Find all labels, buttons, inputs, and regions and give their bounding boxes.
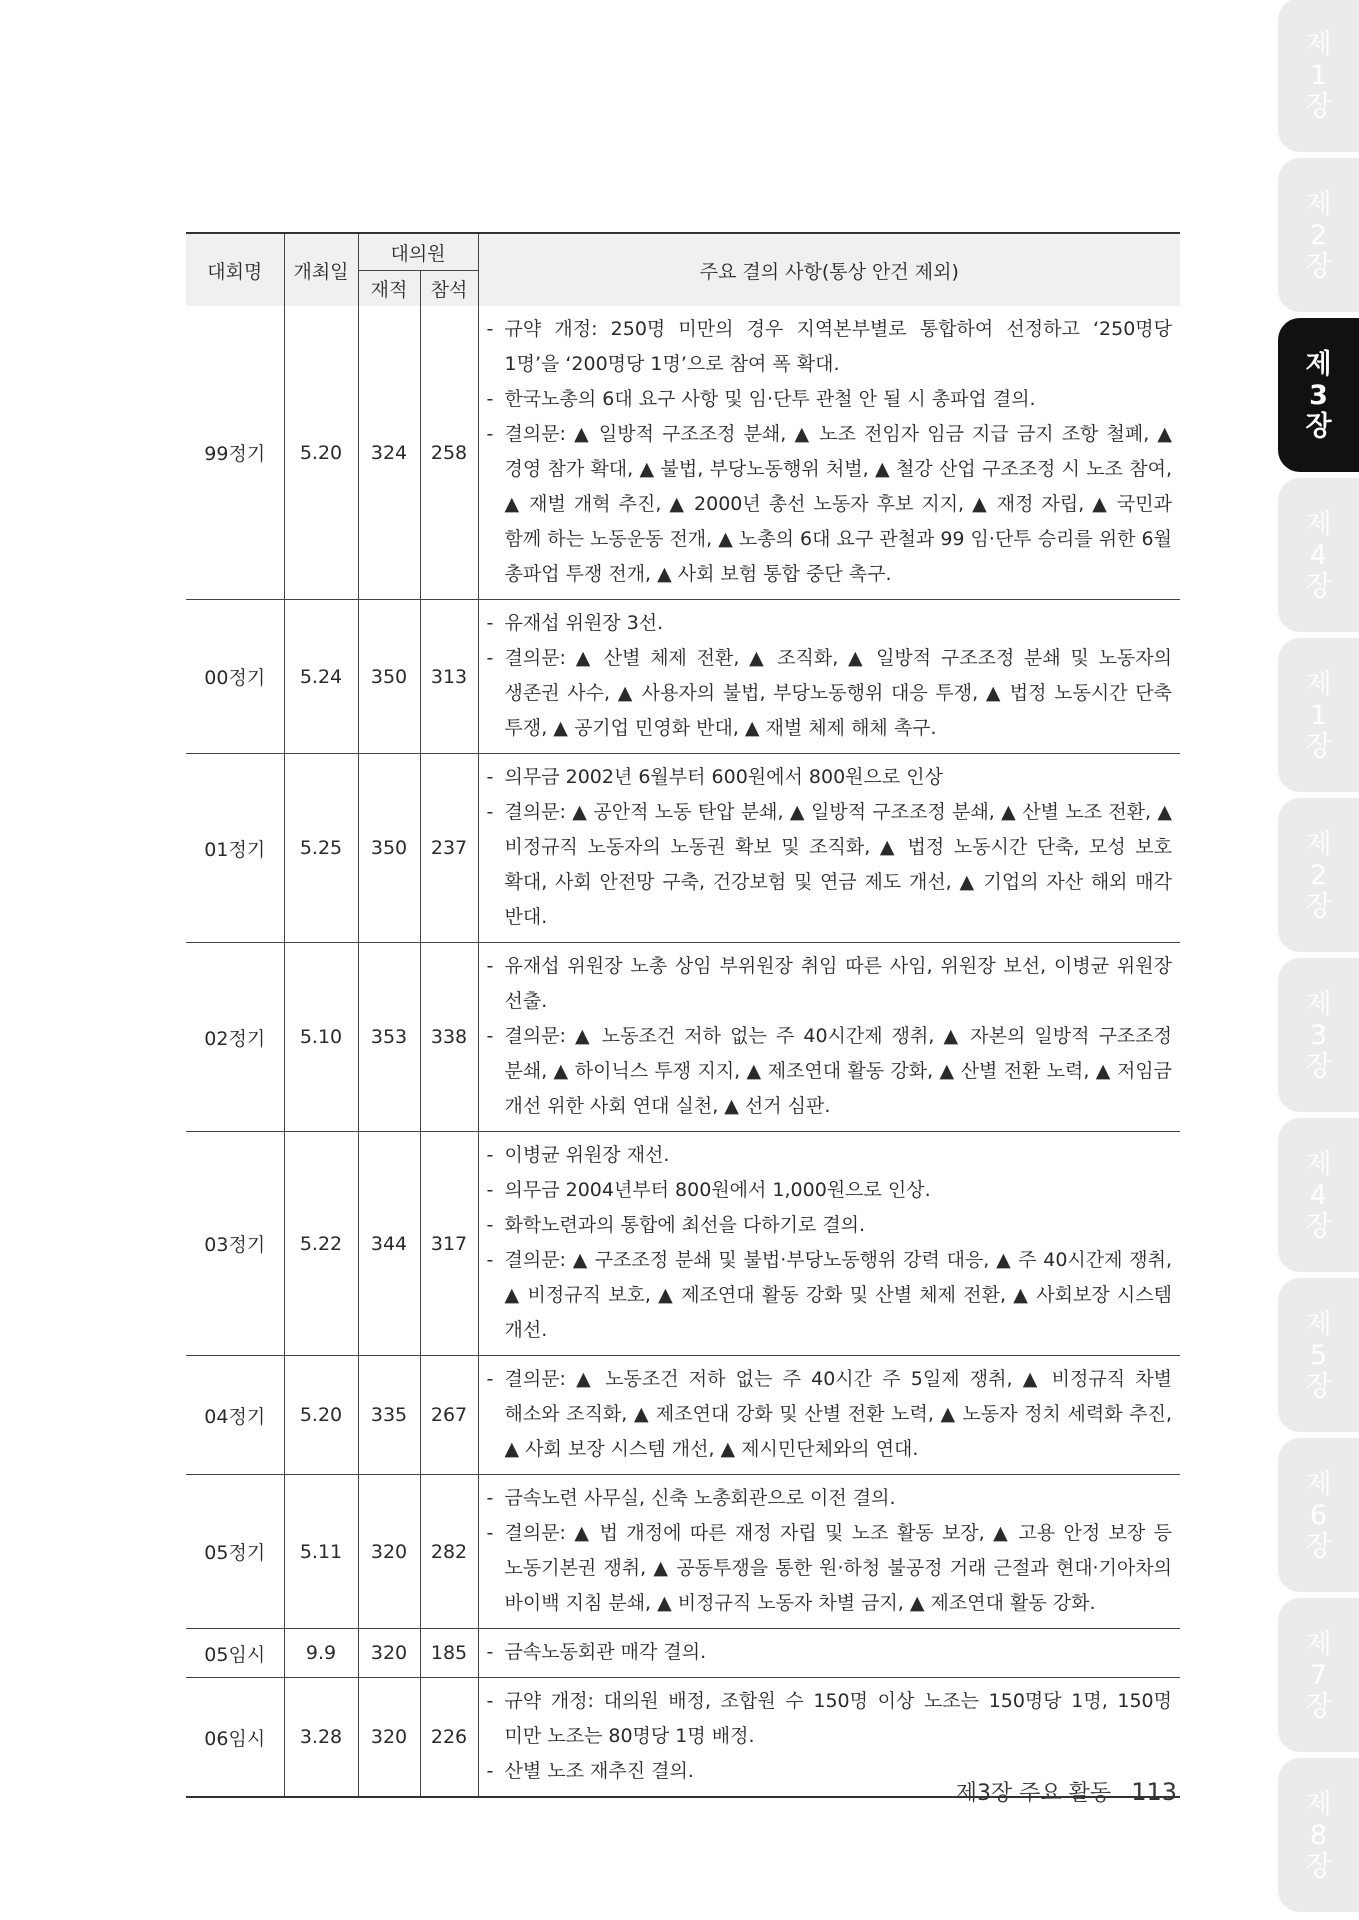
cell-attended: 267 bbox=[420, 1356, 478, 1475]
chapter-tabs bbox=[1278, 0, 1359, 1920]
cell-date: 5.24 bbox=[284, 600, 358, 754]
cell-enrolled: 320 bbox=[358, 1475, 420, 1629]
resolution-item: - 결의문: ▲ 노동조건 저하 없는 주 40시간 주 5일제 쟁취, ▲ 비정규직 차별 해소와 조직화, ▲ 제조연대 강화 및 산별 전환 노력, ▲ 노동자 정치 세력화 추진, ▲ 사회 보장 시스템 개선, ▲ 제시민단체와의 연대. bbox=[487, 1362, 1173, 1467]
footer-section: 제3장 주요 활동 bbox=[955, 1781, 1112, 1806]
chapter-tab-10[interactable]: 제 6 장 bbox=[1278, 1438, 1359, 1592]
cell-resolutions bbox=[478, 1475, 1180, 1629]
chapter-tab-1[interactable]: 제 1 장 bbox=[1278, 0, 1359, 152]
resolution-item: - 결의문: ▲ 공안적 노동 탄압 분쇄, ▲ 일방적 구조조정 분쇄, ▲ 산별 노조 전환, ▲ 비정규직 노동자의 노동권 확보 및 조직화, ▲ 법정 노동시간 단축, 모성 보호 확대, 사회 안전망 구축, 건강보험 및 연금 제도 개선, ▲ 기업의 자산 해외 매각 반대. bbox=[487, 795, 1173, 935]
chapter-tab-5[interactable]: 제 1 장 bbox=[1278, 638, 1359, 792]
table-row bbox=[186, 1475, 1180, 1629]
cell-attended: 317 bbox=[420, 1132, 478, 1356]
cell-resolutions bbox=[478, 1356, 1180, 1475]
cell-date: 5.10 bbox=[284, 943, 358, 1132]
resolution-list bbox=[487, 1138, 1173, 1348]
cell-date: 5.20 bbox=[284, 306, 358, 600]
resolution-item: - 의무금 2004년부터 800원에서 1,000원으로 인상. bbox=[487, 1173, 1173, 1208]
chapter-tab-12[interactable]: 제 8 장 bbox=[1278, 1758, 1359, 1912]
cell-attended: 282 bbox=[420, 1475, 478, 1629]
cell-attended: 338 bbox=[420, 943, 478, 1132]
cell-date: 9.9 bbox=[284, 1629, 358, 1678]
resolution-item: - 금속노련 사무실, 신축 노총회관으로 이전 결의. bbox=[487, 1481, 1173, 1516]
resolution-item: - 금속노동회관 매각 결의. bbox=[487, 1635, 1173, 1670]
resolution-item: - 유재섭 위원장 3선. bbox=[487, 606, 1173, 641]
cell-name: 05정기 bbox=[186, 1475, 284, 1629]
resolution-item: - 결의문: ▲ 산별 체제 전환, ▲ 조직화, ▲ 일방적 구조조정 분쇄 및 노동자의 생존권 사수, ▲ 사용자의 불법, 부당노동행위 대응 투쟁, ▲ 법정 노동시간 단축 투쟁, ▲ 공기업 민영화 반대, ▲ 재벌 체제 해체 촉구. bbox=[487, 641, 1173, 746]
cell-name: 01정기 bbox=[186, 754, 284, 943]
table-row bbox=[186, 1629, 1180, 1678]
header-resolutions: 주요 결의 사항(통상 안건 제외) bbox=[478, 233, 1180, 306]
cell-enrolled: 353 bbox=[358, 943, 420, 1132]
chapter-tab-4[interactable]: 제 4 장 bbox=[1278, 478, 1359, 632]
resolution-item: - 화학노련과의 통합에 최선을 다하기로 결의. bbox=[487, 1208, 1173, 1243]
resolution-item: - 의무금 2002년 6월부터 600원에서 800원으로 인상 bbox=[487, 760, 1173, 795]
cell-enrolled: 350 bbox=[358, 754, 420, 943]
cell-name: 00정기 bbox=[186, 600, 284, 754]
cell-resolutions bbox=[478, 943, 1180, 1132]
chapter-tab-2[interactable]: 제 2 장 bbox=[1278, 158, 1359, 312]
resolution-item: - 이병균 위원장 재선. bbox=[487, 1138, 1173, 1173]
chapter-tab-11[interactable]: 제 7 장 bbox=[1278, 1598, 1359, 1752]
cell-enrolled: 350 bbox=[358, 600, 420, 754]
cell-attended: 237 bbox=[420, 754, 478, 943]
page-number: 113 bbox=[1131, 1778, 1177, 1806]
cell-attended: 185 bbox=[420, 1629, 478, 1678]
resolution-item: - 결의문: ▲ 법 개정에 따른 재정 자립 및 노조 활동 보장, ▲ 고용 안정 보장 등 노동기본권 쟁취, ▲ 공동투쟁을 통한 원·하청 불공정 거래 근절과 현대·기아차의 바이백 지침 분쇄, ▲ 비정규직 노동자 차별 금지, ▲ 제조연대 활동 강화. bbox=[487, 1516, 1173, 1621]
chapter-tab-3[interactable]: 제 3 장 bbox=[1278, 318, 1359, 472]
resolution-list bbox=[487, 312, 1173, 592]
resolution-list bbox=[487, 1684, 1173, 1789]
resolution-list bbox=[487, 1635, 1173, 1670]
header-attended: 참석 bbox=[420, 271, 478, 307]
resolution-item: - 규약 개정: 대의원 배정, 조합원 수 150명 이상 노조는 150명당 1명, 150명 미만 노조는 80명당 1명 배정. bbox=[487, 1684, 1173, 1754]
table-row bbox=[186, 1132, 1180, 1356]
cell-date: 5.11 bbox=[284, 1475, 358, 1629]
table-row bbox=[186, 943, 1180, 1132]
resolution-list bbox=[487, 760, 1173, 935]
cell-name: 03정기 bbox=[186, 1132, 284, 1356]
cell-enrolled: 335 bbox=[358, 1356, 420, 1475]
resolution-item: - 유재섭 위원장 노총 상임 부위원장 취임 따른 사임, 위원장 보선, 이병균 위원장 선출. bbox=[487, 949, 1173, 1019]
cell-date: 3.28 bbox=[284, 1678, 358, 1798]
cell-enrolled: 324 bbox=[358, 306, 420, 600]
cell-name: 99정기 bbox=[186, 306, 284, 600]
cell-name: 04정기 bbox=[186, 1356, 284, 1475]
cell-resolutions bbox=[478, 600, 1180, 754]
cell-attended: 313 bbox=[420, 600, 478, 754]
page-footer bbox=[956, 1776, 1177, 1807]
header-date: 개최일 bbox=[284, 233, 358, 306]
cell-attended: 226 bbox=[420, 1678, 478, 1798]
cell-name: 05임시 bbox=[186, 1629, 284, 1678]
resolution-item: - 결의문: ▲ 구조조정 분쇄 및 불법·부당노동행위 강력 대응, ▲ 주 40시간제 쟁취, ▲ 비정규직 보호, ▲ 제조연대 활동 강화 및 산별 체제 전환, ▲ 사회보장 시스템 개선. bbox=[487, 1243, 1173, 1348]
convention-table bbox=[186, 232, 1180, 1798]
resolution-list bbox=[487, 949, 1173, 1124]
cell-enrolled: 320 bbox=[358, 1678, 420, 1798]
resolution-item: - 규약 개정: 250명 미만의 경우 지역본부별로 통합하여 선정하고 ‘250명당 1명’을 ‘200명당 1명’으로 참여 폭 확대. bbox=[487, 312, 1173, 382]
header-name: 대회명 bbox=[186, 233, 284, 306]
resolution-item: - 한국노총의 6대 요구 사항 및 임·단투 관철 안 될 시 총파업 결의. bbox=[487, 382, 1173, 417]
cell-name: 02정기 bbox=[186, 943, 284, 1132]
header-enrolled: 재적 bbox=[358, 271, 420, 307]
cell-resolutions bbox=[478, 754, 1180, 943]
cell-enrolled: 344 bbox=[358, 1132, 420, 1356]
table-row bbox=[186, 754, 1180, 943]
cell-date: 5.25 bbox=[284, 754, 358, 943]
cell-resolutions bbox=[478, 1132, 1180, 1356]
cell-resolutions bbox=[478, 306, 1180, 600]
cell-attended: 258 bbox=[420, 306, 478, 600]
cell-date: 5.22 bbox=[284, 1132, 358, 1356]
resolution-list bbox=[487, 1481, 1173, 1621]
cell-resolutions bbox=[478, 1629, 1180, 1678]
chapter-tab-6[interactable]: 제 2 장 bbox=[1278, 798, 1359, 952]
table-row bbox=[186, 600, 1180, 754]
cell-enrolled: 320 bbox=[358, 1629, 420, 1678]
cell-date: 5.20 bbox=[284, 1356, 358, 1475]
table-row bbox=[186, 1356, 1180, 1475]
table-row bbox=[186, 306, 1180, 600]
resolution-item: - 산별 노조 재추진 결의. bbox=[487, 1754, 1173, 1789]
table-body bbox=[186, 306, 1180, 1797]
cell-name: 06임시 bbox=[186, 1678, 284, 1798]
resolution-item: - 결의문: ▲ 일방적 구조조정 분쇄, ▲ 노조 전임자 임금 지급 금지 조항 철폐, ▲ 경영 참가 확대, ▲ 불법, 부당노동행위 처벌, ▲ 철강 산업 구조조정 시 노조 참여, ▲ 재벌 개혁 추진, ▲ 2000년 총선 노동자 후보 지지, ▲ 재정 자립, ▲ 국민과 함께 하는 노동운동 전개, ▲ 노총의 6대 요구 관철과 99 임·단투 승리를 위한 6월 총파업 투쟁 전개, ▲ 사회 보험 통합 중단 촉구. bbox=[487, 417, 1173, 592]
chapter-tab-9[interactable]: 제 5 장 bbox=[1278, 1278, 1359, 1432]
resolution-item: - 결의문: ▲ 노동조건 저하 없는 주 40시간제 쟁취, ▲ 자본의 일방적 구조조정 분쇄, ▲ 하이닉스 투쟁 지지, ▲ 제조연대 활동 강화, ▲ 산별 전환 노력, ▲ 저임금 개선 위한 사회 연대 실천, ▲ 선거 심판. bbox=[487, 1019, 1173, 1124]
resolution-list bbox=[487, 1362, 1173, 1467]
resolution-list bbox=[487, 606, 1173, 746]
chapter-tab-8[interactable]: 제 4 장 bbox=[1278, 1118, 1359, 1272]
header-delegates: 대의원 bbox=[358, 233, 478, 271]
chapter-tab-7[interactable]: 제 3 장 bbox=[1278, 958, 1359, 1112]
